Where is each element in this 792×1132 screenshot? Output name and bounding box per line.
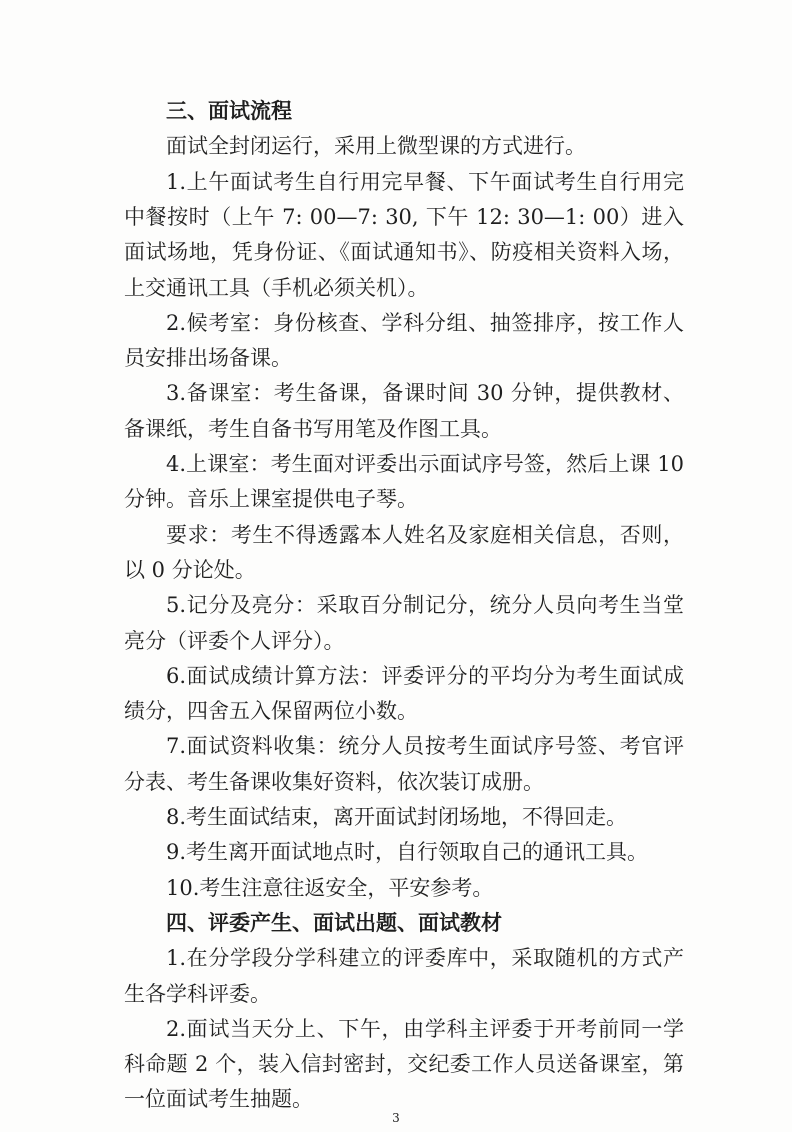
item-1-line-2: 中餐按时（上午 7: 00—7: 30, 下午 12: 30—1: 00）进入 xyxy=(124,204,684,229)
item-6-line-1: 6.面试成绩计算方法：评委评分的平均分为考生面试成 xyxy=(166,663,684,688)
item-6-line-2: 绩分，四舍五入保留两位小数。 xyxy=(124,699,418,724)
section-3-intro: 面试全封闭运行，采用上微型课的方式进行。 xyxy=(166,134,586,159)
item-1-line-1: 1.上午面试考生自行用完早餐、下午面试考生自行用完 xyxy=(166,169,684,194)
item-7-line-2: 分表、考生备课收集好资料，依次装订成册。 xyxy=(124,769,544,794)
s4-item-2-line-2: 科命题 2 个，装入信封密封，交纪委工作人员送备课室，第 xyxy=(124,1052,684,1077)
item-4-line-1: 4.上课室：考生面对评委出示面试序号签，然后上课 10 xyxy=(166,452,684,476)
item-7-line-1: 7.面试资料收集：统分人员按考生面试序号签、考官评 xyxy=(166,734,684,759)
item-1-line-3: 面试场地，凭身份证、《面试通知书》、防疫相关资料入场， xyxy=(124,240,684,265)
s4-item-1-line-1: 1.在分学段分学科建立的评委库中，采取随机的方式产 xyxy=(166,946,684,971)
item-4-line-2: 分钟。音乐上课室提供电子琴。 xyxy=(124,487,418,512)
item-1-line-4: 上交通讯工具（手机必须关机）。 xyxy=(124,275,429,300)
item-2-line-1: 2.候考室：身份核查、学科分组、抽签排序，按工作人 xyxy=(166,310,684,335)
section-3-heading: 三、面试流程 xyxy=(166,99,292,123)
s4-item-2-line-3: 一位面试考生抽题。 xyxy=(124,1087,313,1112)
item-5-line-2: 亮分（评委个人评分）。 xyxy=(124,628,345,653)
item-3-line-1: 3.备课室：考生备课，备课时间 30 分钟，提供教材、 xyxy=(166,381,684,406)
requirement-line-2: 以 0 分论处。 xyxy=(124,557,256,582)
s4-item-1-line-2: 生各学科评委。 xyxy=(124,981,271,1006)
page-number: 3 xyxy=(392,1111,400,1125)
item-8: 8.考生面试结束，离开面试封闭场地，不得回走。 xyxy=(166,805,628,829)
item-9: 9.考生离开面试地点时，自行领取自己的通讯工具。 xyxy=(166,840,649,865)
requirement-line-1: 要求：考生不得透露本人姓名及家庭相关信息，否则， xyxy=(166,522,684,547)
section-4-heading: 四、评委产生、面试出题、面试教材 xyxy=(166,910,502,935)
item-2-line-2: 员安排出场备课。 xyxy=(124,346,292,371)
item-3-line-2: 备课纸，考生自备书写用笔及作图工具。 xyxy=(124,416,502,441)
item-10: 10.考生注意往返安全，平安参考。 xyxy=(166,875,494,900)
s4-item-2-line-1: 2.面试当天分上、下午，由学科主评委于开考前同一学 xyxy=(166,1016,684,1041)
item-5-line-1: 5.记分及亮分：采取百分制记分，统分人员向考生当堂 xyxy=(166,593,684,618)
